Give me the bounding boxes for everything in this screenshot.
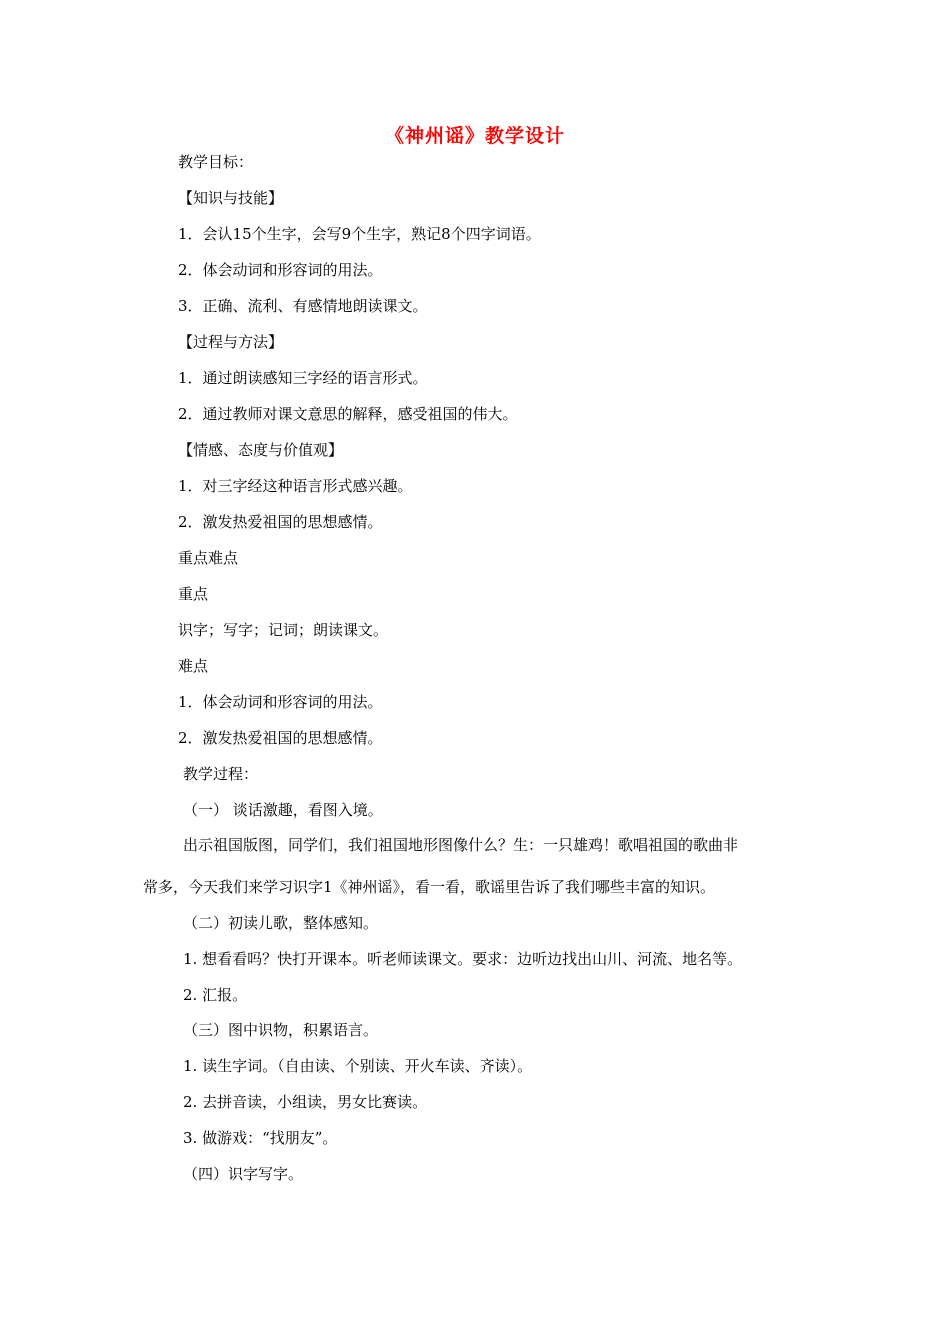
list-item: 2．激发热爱祖国的思想感情。 [178, 729, 383, 747]
list-item: 2．激发热爱祖国的思想感情。 [178, 513, 383, 531]
subheading-emotion-values: 【情感、态度与价值观】 [178, 441, 344, 459]
subheading-process-method: 【过程与方法】 [178, 333, 284, 351]
list-item: 1. 想看看吗？快打开课本。听老师读课文。要求：边听边找出山川、河流、地名等。 [183, 950, 743, 968]
step-heading-2: （二）初读儿歌，整体感知。 [183, 914, 379, 932]
section-heading-process: 教学过程： [183, 765, 259, 783]
subheading-key-points: 重点 [178, 585, 209, 603]
section-heading-key-difficult: 重点难点 [178, 549, 239, 567]
paragraph: 识字；写字；记词；朗读课文。 [178, 621, 389, 639]
list-item: 1．体会动词和形容词的用法。 [178, 693, 383, 711]
document-title: 《神州谣》教学设计 [384, 125, 565, 147]
list-item: 2．通过教师对课文意思的解释，感受祖国的伟大。 [178, 405, 518, 423]
list-item: 2. 去拼音读，小组读，男女比赛读。 [183, 1093, 428, 1111]
list-item: 3．正确、流利、有感情地朗读课文。 [178, 297, 428, 315]
list-item: 3. 做游戏：“找朋友”。 [183, 1129, 338, 1147]
list-item: 2．体会动词和形容词的用法。 [178, 261, 383, 279]
section-heading-objectives: 教学目标： [178, 153, 254, 171]
list-item: 1．会认15个生字，会写9个生字，熟记8个四字词语。 [178, 225, 541, 243]
list-item: 1．对三字经这种语言形式感兴趣。 [178, 477, 413, 495]
step-heading-4: （四）识字写字。 [183, 1165, 304, 1183]
list-item: 2. 汇报。 [183, 986, 248, 1004]
step-heading-3: （三）图中识物，积累语言。 [183, 1021, 379, 1039]
paragraph: 出示祖国版图，同学们，我们祖国地形图像什么？生：一只雄鸡！歌唱祖国的歌曲非 [183, 836, 739, 854]
subheading-knowledge-skills: 【知识与技能】 [178, 189, 284, 207]
list-item: 1. 读生字词。（自由读、个别读、开火车读、齐读）。 [183, 1057, 533, 1075]
paragraph-continuation: 常多，今天我们来学习识字1《神州谣》，看一看，歌谣里告诉了我们哪些丰富的知识。 [143, 878, 716, 896]
subheading-difficulties: 难点 [178, 657, 209, 675]
step-heading-1: （一） 谈话激趣，看图入境。 [183, 801, 383, 819]
list-item: 1．通过朗读感知三字经的语言形式。 [178, 369, 428, 387]
